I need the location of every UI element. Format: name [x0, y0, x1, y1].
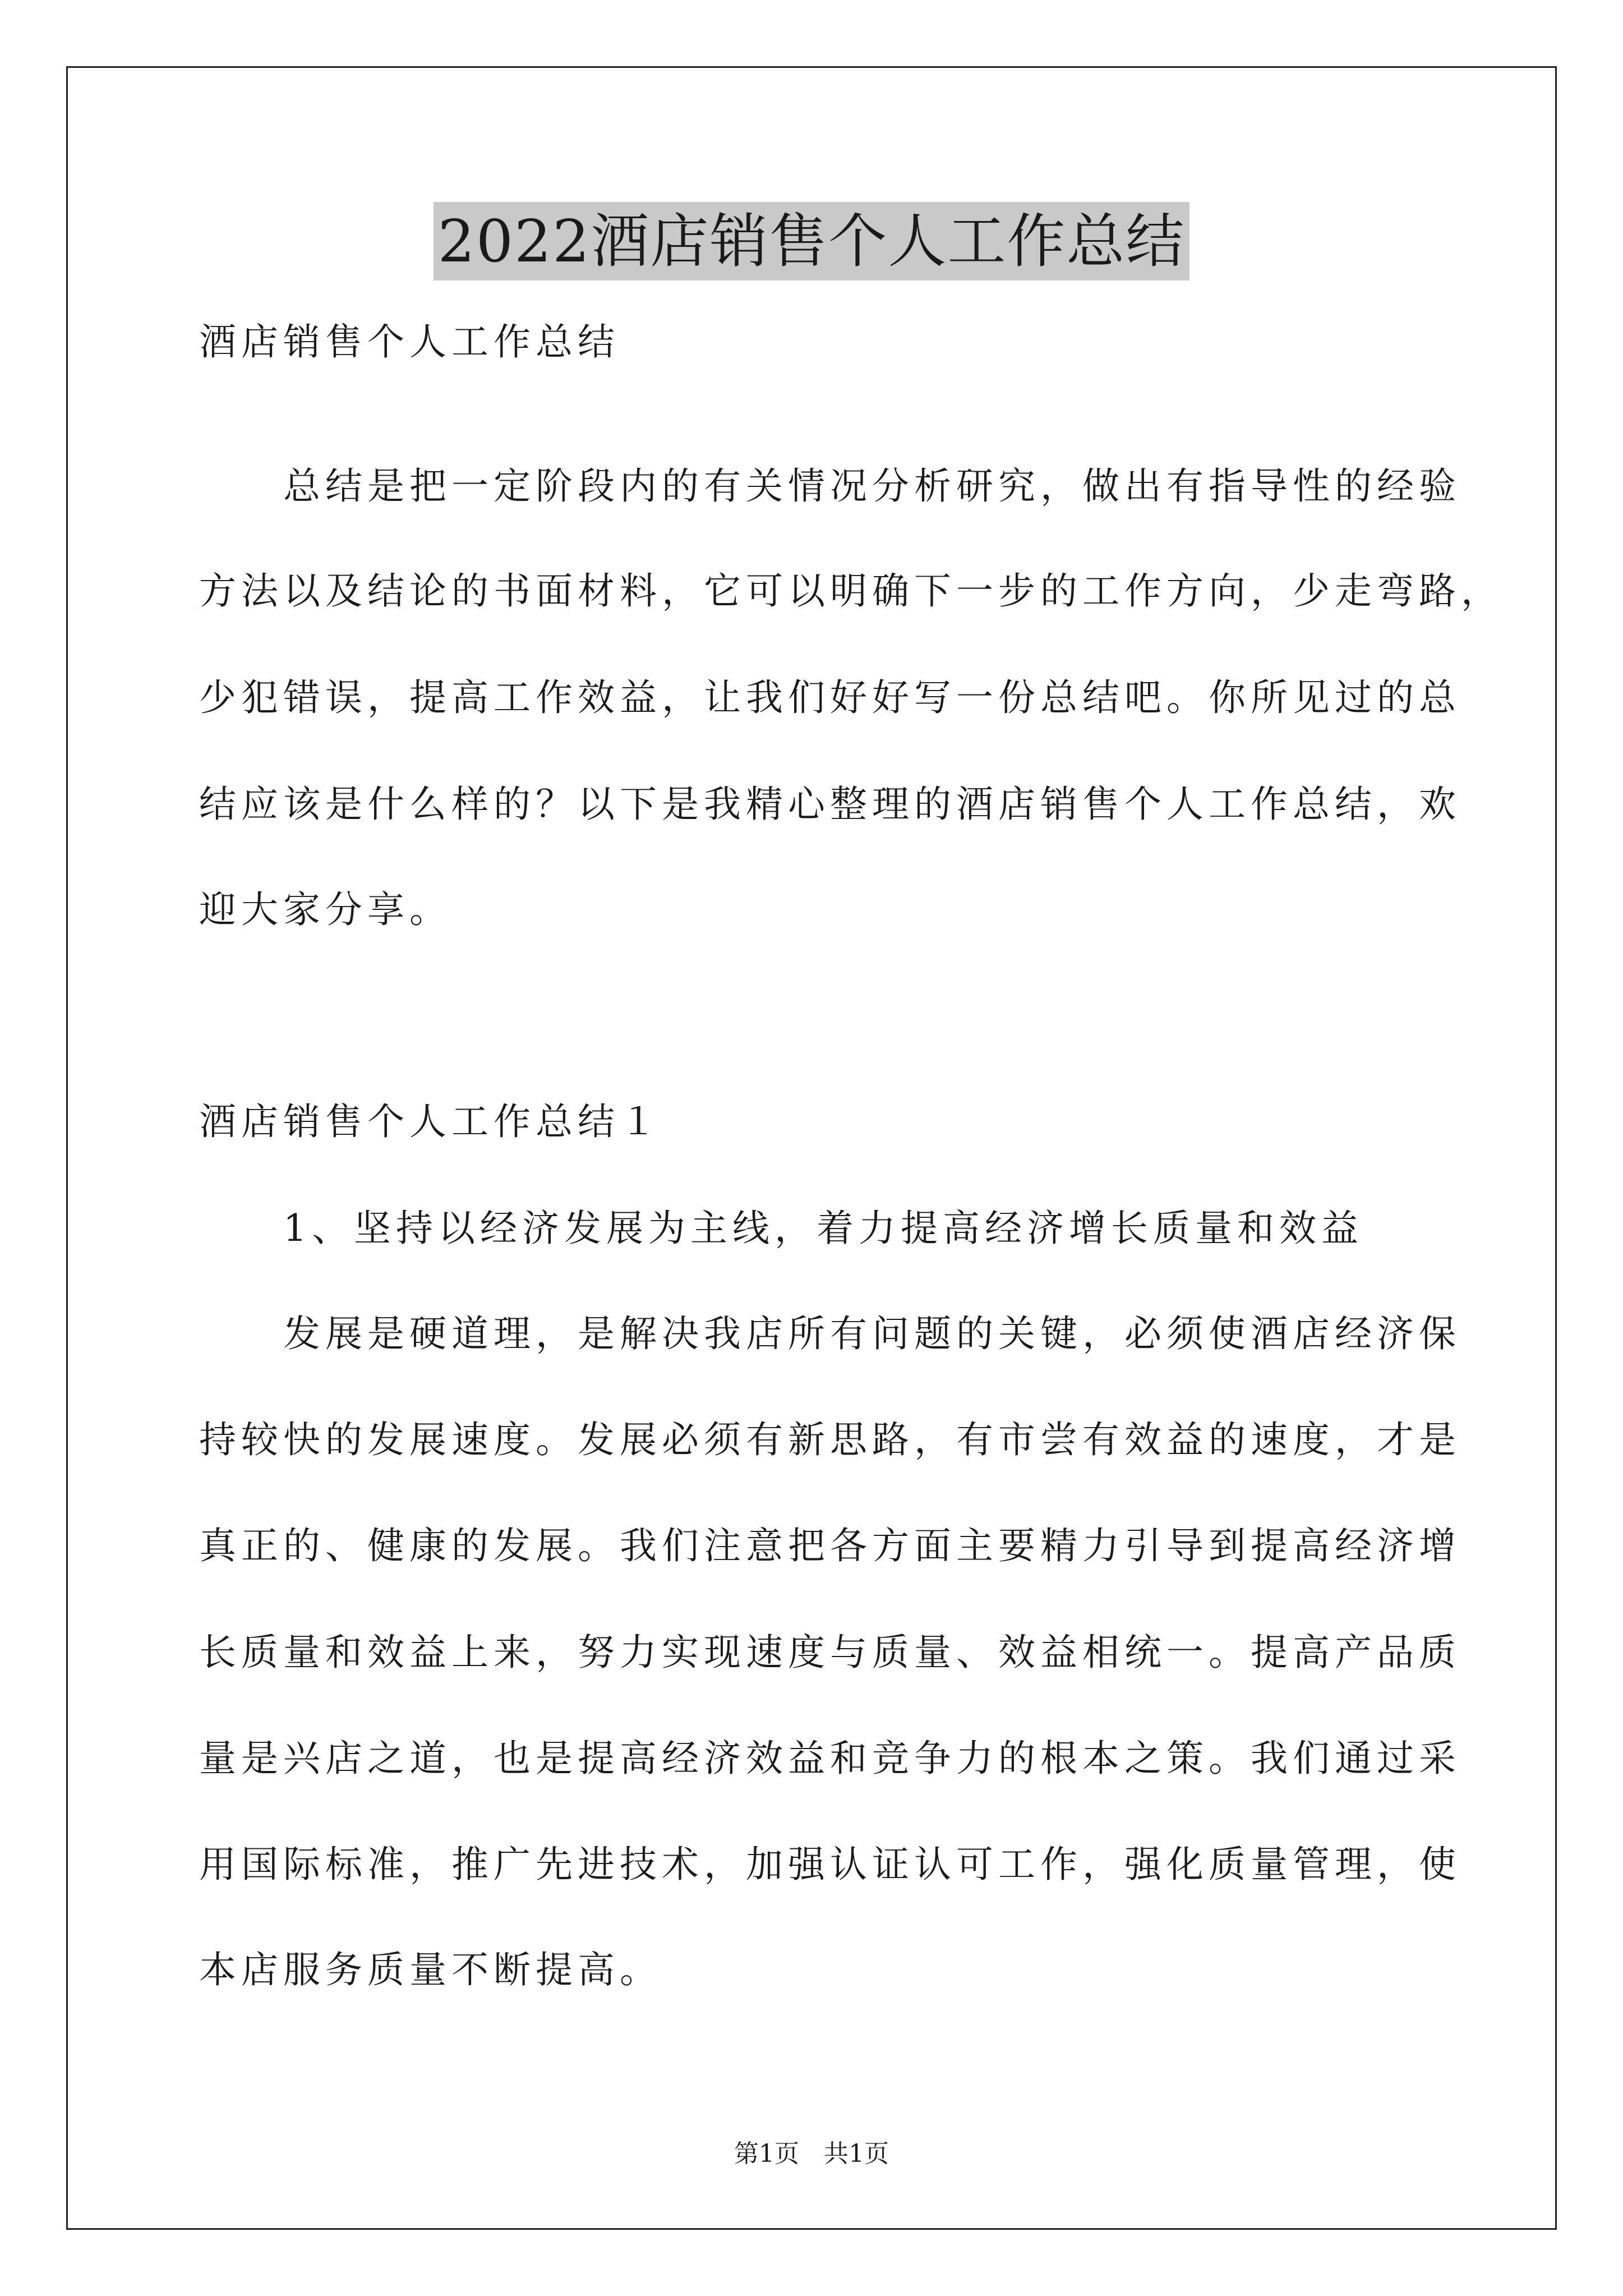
- section-heading: 酒店销售个人工作总结１: [199, 1100, 662, 1143]
- paragraph-line: 用国际标准，推广先进技术，加强认证认可工作，强化质量管理，使: [199, 1843, 1461, 1886]
- page-border: [66, 66, 1557, 2230]
- paragraph-line: 本店服务质量不断提高。: [199, 1948, 662, 1991]
- paragraph-line: 结应该是什么样的？以下是我精心整理的酒店销售个人工作总结，欢: [199, 783, 1461, 826]
- document-title: 2022酒店销售个人工作总结: [434, 202, 1190, 280]
- paragraph-line: 持较快的发展速度。发展必须有新思路，有市尝有效益的速度，才是: [199, 1418, 1461, 1461]
- paragraph-line: 迎大家分享。: [199, 888, 451, 931]
- title-container: [0, 202, 1623, 280]
- paragraph-line: 真正的、健康的发展。我们注意把各方面主要精力引导到提高经济增: [199, 1524, 1461, 1567]
- page-footer: [0, 2137, 1623, 2171]
- subtitle-line: 酒店销售个人工作总结: [199, 320, 620, 364]
- paragraph-line: 发展是硬道理，是解决我店所有问题的关键，必须使酒店经济保: [199, 1312, 1461, 1355]
- paragraph-line: 1、坚持以经济发展为主线，着力提高经济增长质量和效益: [199, 1207, 1363, 1250]
- paragraph-line: 长质量和效益上来，努力实现速度与质量、效益相统一。提高产品质: [199, 1631, 1461, 1674]
- paragraph-line: 量是兴店之道，也是提高经济效益和竞争力的根本之策。我们通过采: [199, 1737, 1461, 1780]
- page-number: 第1页: [734, 2139, 799, 2168]
- page-count: 共1页: [824, 2139, 889, 2168]
- paragraph-line: 方法以及结论的书面材料，它可以明确下一步的工作方向，少走弯路，: [199, 569, 1503, 613]
- paragraph-line: 少犯错误，提高工作效益，让我们好好写一份总结吧。你所见过的总: [199, 676, 1461, 719]
- paragraph-line: 总结是把一定阶段内的有关情况分析研究，做出有指导性的经验: [199, 464, 1461, 508]
